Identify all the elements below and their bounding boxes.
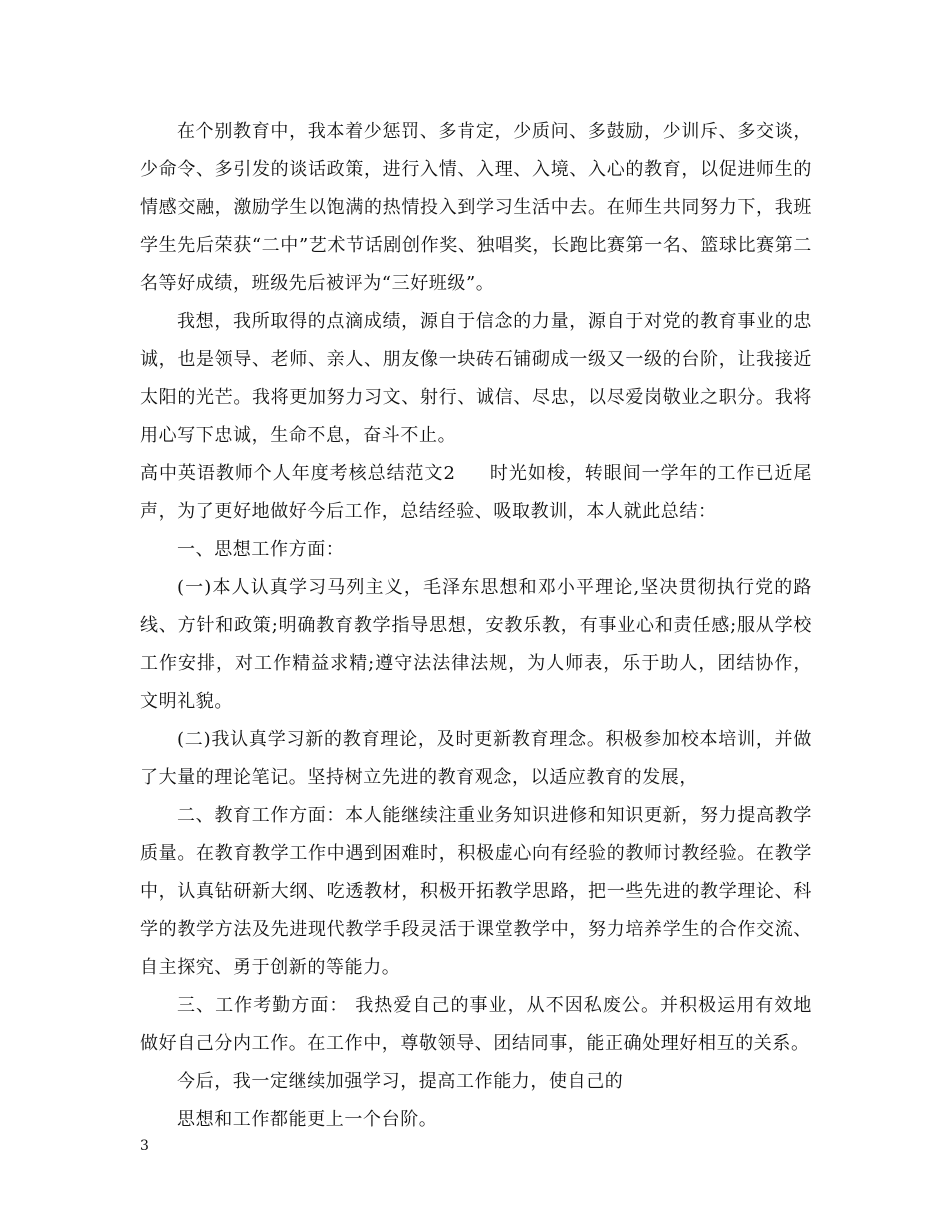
paragraph-individual-education: 在个别教育中，我本着少惩罚、多肯定，少质问、多鼓励，少训斥、多交谈，少命令、多引发的谈话政策，进行入情、入理、入境、入心的教育，以促进师生的情感交融，激励学生以饱满的热情投入到学习生活中去。在师生共同努力下，我班学生先后荣获“二中”艺术节话剧创作奖、独唱奖，长跑比赛第一名、篮球比赛第二名等好成绩，班级先后被评为“三好班级”。 xyxy=(140,121,812,294)
page-number: 3 xyxy=(140,1138,149,1154)
paragraph-thought-1: (一)本人认真学习马列主义，毛泽东思想和邓小平理论,坚决贯彻执行党的路线、方针和政策;明确教育教学指导思想，安教乐教，有事业心和责任感;服从学校工作安排，对工作精益求精;遵守法法律法规，为人师表，乐于助人，团结协作，文明礼貌。 xyxy=(140,577,812,712)
section-start xyxy=(140,455,812,531)
paragraph-attendance: 三、工作考勤方面： 我热爱自己的事业，从不因私废公。并积极运用有效地做好自己分内工作。在工作中，尊敬领导、团结同事，能正确处理好相互的关系。 xyxy=(140,995,812,1054)
heading-thought-work: 一、思想工作方面： xyxy=(177,539,345,560)
paragraph-reflection: 我想，我所取得的点滴成绩，源自于信念的力量，源自于对党的教育事业的忠诚，也是领导、老师、亲人、朋友像一块砖石铺砌成一级又一级的台阶，让我接近太阳的光芒。我将更加努力习文、射行、诚信、尽忠，以尽爱岗敬业之职分。我将用心写下忠诚，生命不息，奋斗不止。 xyxy=(140,311,812,446)
document-body xyxy=(140,113,812,1139)
section-intro: 时光如梭，转眼间一学年的工作已近尾声，为了更好地做好今后工作，总结经验、吸取教训，本人就此总结： xyxy=(140,463,812,522)
section-title: 高中英语教师个人年度考核总结范文2 xyxy=(140,463,456,484)
closing-line-2: 思想和工作都能更上一个台阶。 xyxy=(177,1109,438,1130)
paragraph-thought-2: (二)我认真学习新的教育理论，及时更新教育理念。积极参加校本培训，并做了大量的理论笔记。坚持树立先进的教育观念，以适应教育的发展， xyxy=(140,729,812,788)
closing-line-1: 今后，我一定继续加强学习，提高工作能力，使自己的 xyxy=(177,1071,624,1092)
paragraph-teaching-work: 二、教育工作方面：本人能继续注重业务知识进修和知识更新，努力提高教学质量。在教育教学工作中遇到困难时，积极虚心向有经验的教师讨教经验。在教学中，认真钻研新大纲、吃透教材，积极开拓教学思路，把一些先进的教学理论、科学的教学方法及先进现代教学手段灵活于课堂教学中，努力培养学生的合作交流、自主探究、勇于创新的等能力。 xyxy=(140,805,812,978)
